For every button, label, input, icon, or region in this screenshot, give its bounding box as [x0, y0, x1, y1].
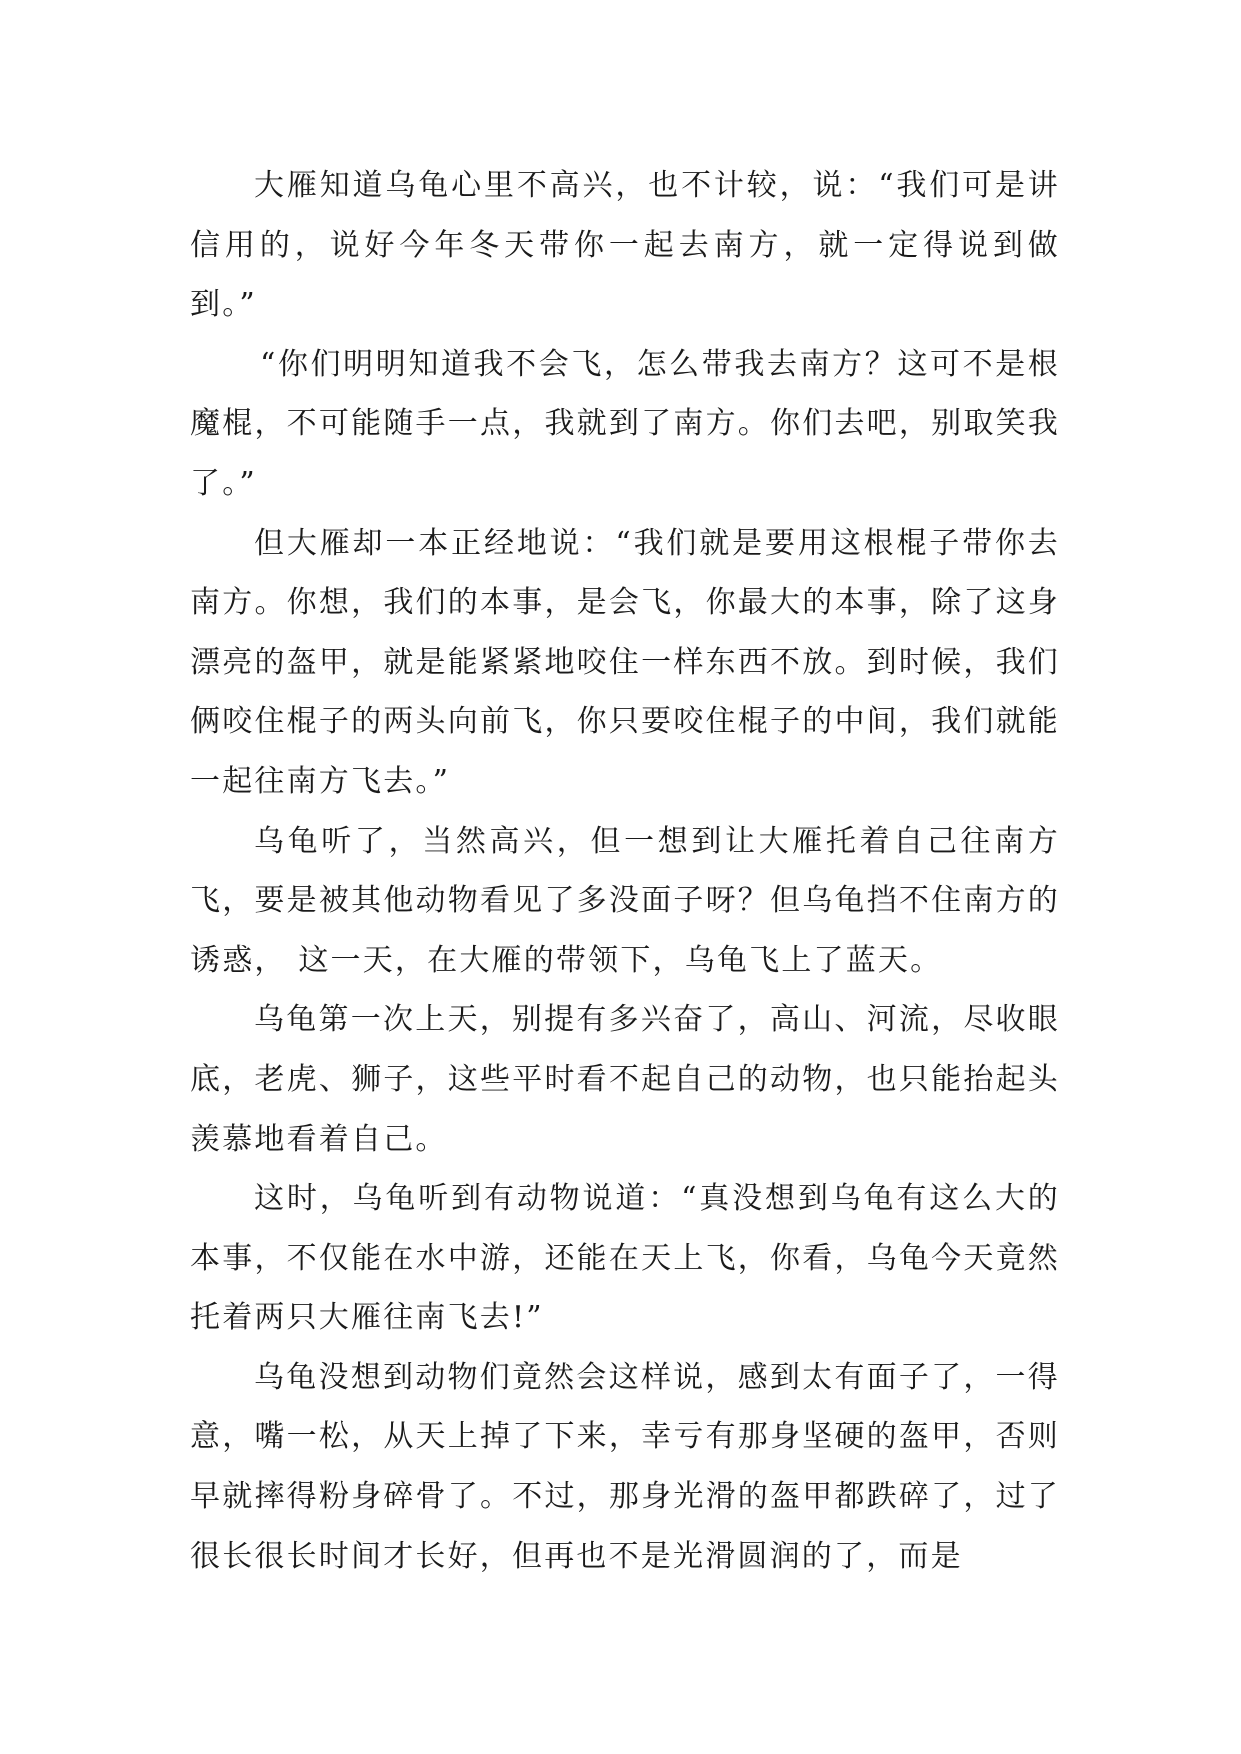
story-text — [190, 156, 1060, 1586]
paragraph-7: 乌龟没想到动物们竟然会这样说，感到太有面子了，一得意，嘴一松，从天上掉了下来，幸亏有那身坚硬的盔甲，否则早就摔得粉身碎骨了。不过，那身光滑的盔甲都跌碎了，过了很长很长时间才长好，但再也不是光滑圆润的了，而是 — [190, 1359, 1060, 1574]
paragraph-6: 这时，乌龟听到有动物说道：“真没想到乌龟有这么大的本事，不仅能在水中游，还能在天上飞，你看，乌龟今天竟然托着两只大雁往南飞去!” — [190, 1181, 1060, 1336]
paragraph-5: 乌龟第一次上天，别提有多兴奋了，高山、河流，尽收眼底，老虎、狮子，这些平时看不起自己的动物，也只能抬起头羡慕地看着自己。 — [190, 1002, 1060, 1157]
paragraph-1: 大雁知道乌龟心里不高兴，也不计较，说：“我们可是讲信用的，说好今年冬天带你一起去南方，就一定得说到做到。” — [190, 168, 1060, 323]
paragraph-4: 乌龟听了，当然高兴，但一想到让大雁托着自己往南方飞，要是被其他动物看见了多没面子呀？但乌龟挡不住南方的诱惑， 这一天，在大雁的带领下，乌龟飞上了蓝天。 — [190, 823, 1060, 978]
paragraph-2: “你们明明知道我不会飞，怎么带我去南方？这可不是根魔棍，不可能随手一点，我就到了南方。你们去吧，别取笑我了。” — [190, 346, 1060, 501]
paragraph-3: 但大雁却一本正经地说：“我们就是要用这根棍子带你去南方。你想，我们的本事，是会飞，你最大的本事，除了这身漂亮的盔甲，就是能紧紧地咬住一样东西不放。到时候，我们俩咬住棍子的两头向前飞，你只要咬住棍子的中间，我们就能一起往南方飞去。” — [190, 525, 1060, 799]
